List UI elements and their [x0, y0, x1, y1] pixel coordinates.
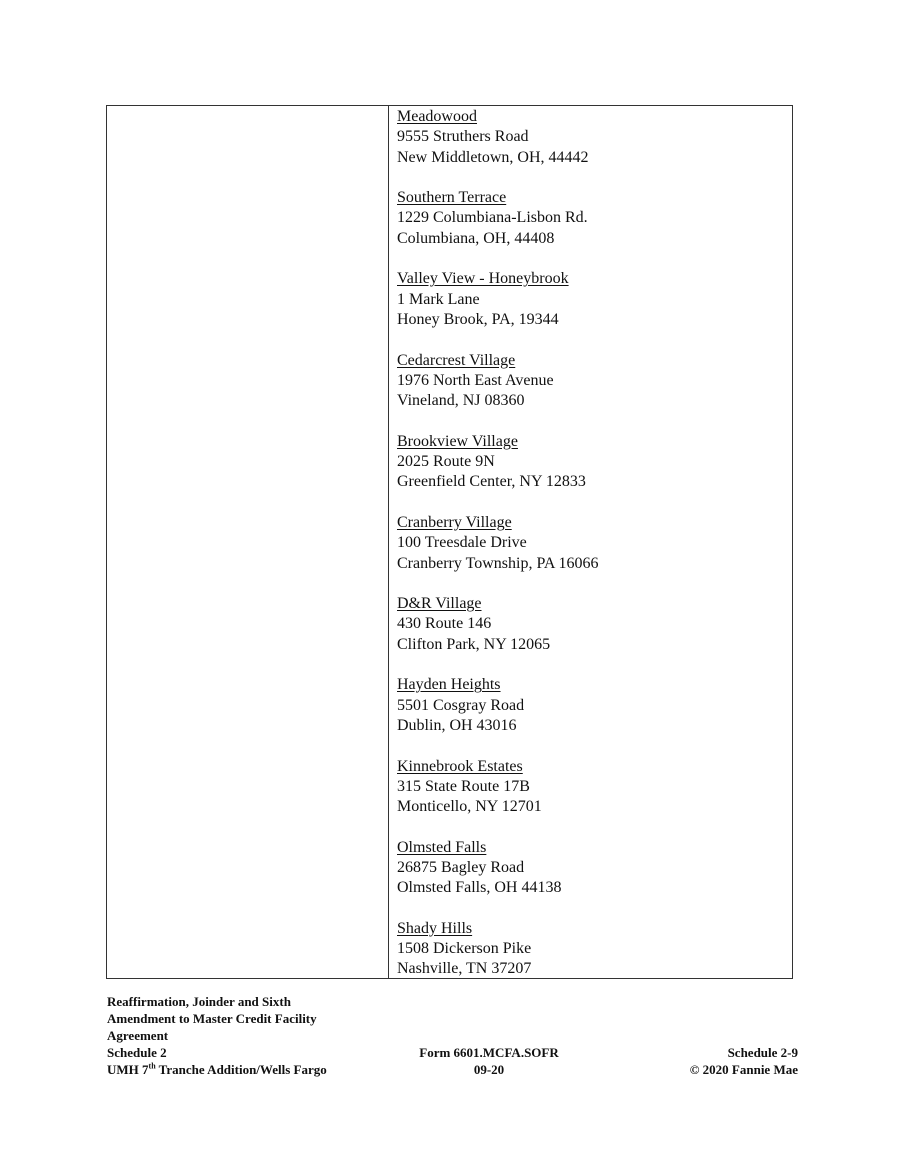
property-entry: [397, 594, 777, 655]
property-city: Olmsted Falls, OH 44138: [397, 879, 562, 897]
property-street: 430 Route 146: [397, 615, 492, 633]
property-name-row: [397, 107, 777, 127]
footer-copyright: © 2020 Fannie Mae: [689, 1062, 798, 1077]
property-name-row: [397, 188, 777, 208]
property-entry: [397, 757, 777, 818]
property-street: 100 Treesdale Drive: [397, 534, 527, 552]
property-city: Dublin, OH 43016: [397, 716, 517, 734]
property-city: Greenfield Center, NY 12833: [397, 473, 586, 491]
property-name-row: [397, 432, 777, 452]
property-entry: [397, 432, 777, 493]
property-name: Cranberry Village: [397, 513, 512, 531]
property-city: Clifton Park, NY 12065: [397, 635, 551, 653]
property-city: Monticello, NY 12701: [397, 798, 542, 816]
tranche-suffix: Tranche Addition/Wells Fargo: [155, 1062, 327, 1077]
property-name: Olmsted Falls: [397, 838, 487, 856]
property-street: 315 State Route 17B: [397, 777, 530, 795]
property-entry: [397, 107, 777, 168]
property-name: Southern Terrace: [397, 189, 507, 207]
property-street: 9555 Struthers Road: [397, 128, 529, 146]
property-name: Valley View - Honeybrook: [397, 270, 569, 288]
property-city: Columbiana, OH, 44408: [397, 229, 555, 247]
footer-form-date: 09-20: [473, 1062, 505, 1077]
footer-schedule-label: Schedule 2: [107, 1045, 167, 1060]
property-name: Meadowood: [397, 108, 477, 125]
property-entry: [397, 919, 777, 980]
footer-document-title: [107, 993, 367, 1078]
property-entry: [397, 269, 777, 330]
footer-title-line: Reaffirmation, Joinder and Sixth: [107, 994, 291, 1009]
property-city: Cranberry Township, PA 16066: [397, 554, 599, 572]
property-city: Vineland, NJ 08360: [397, 392, 525, 410]
footer-form-number: Form 6601.MCFA.SOFR: [419, 1045, 559, 1060]
property-street: 1 Mark Lane: [397, 290, 480, 308]
property-name-row: [397, 675, 777, 695]
property-entry: [397, 351, 777, 412]
property-entry: [397, 513, 777, 574]
property-name-row: [397, 594, 777, 614]
property-name-row: [397, 919, 777, 939]
property-name: Hayden Heights: [397, 676, 501, 694]
footer-tranche-line: [107, 1061, 367, 1078]
property-list: [397, 107, 777, 980]
tranche-sup: th: [148, 1061, 156, 1071]
property-street: 1229 Columbiana-Lisbon Rd.: [397, 209, 588, 227]
tranche-prefix: UMH 7: [107, 1062, 149, 1077]
footer-page-info: [640, 1044, 798, 1078]
property-name: D&R Village: [397, 595, 482, 613]
property-street: 1508 Dickerson Pike: [397, 940, 532, 958]
property-name-row: [397, 513, 777, 533]
footer-page-number: Schedule 2-9: [727, 1045, 798, 1060]
property-name: Brookview Village: [397, 432, 518, 450]
property-name-row: [397, 351, 777, 371]
property-name-row: [397, 838, 777, 858]
property-table: [106, 105, 793, 979]
property-street: 2025 Route 9N: [397, 453, 495, 471]
property-city: Nashville, TN 37207: [397, 960, 532, 978]
property-city: New Middletown, OH, 44442: [397, 148, 589, 166]
property-entry: [397, 838, 777, 899]
property-name: Shady Hills: [397, 919, 473, 937]
property-street: 26875 Bagley Road: [397, 858, 525, 876]
column-divider: [388, 106, 389, 978]
property-entry: [397, 675, 777, 736]
footer-title-line: Amendment to Master Credit Facility: [107, 1011, 317, 1026]
property-name-row: [397, 757, 777, 777]
property-name-row: [397, 269, 777, 289]
property-city: Honey Brook, PA, 19344: [397, 310, 559, 328]
property-street: 5501 Cosgray Road: [397, 696, 525, 714]
property-name: Cedarcrest Village: [397, 351, 516, 369]
property-street: 1976 North East Avenue: [397, 371, 554, 389]
property-entry: [397, 188, 777, 249]
property-name: Kinnebrook Estates: [397, 757, 523, 775]
footer-title-line: Agreement: [107, 1028, 169, 1043]
footer-form-info: [404, 1044, 574, 1078]
